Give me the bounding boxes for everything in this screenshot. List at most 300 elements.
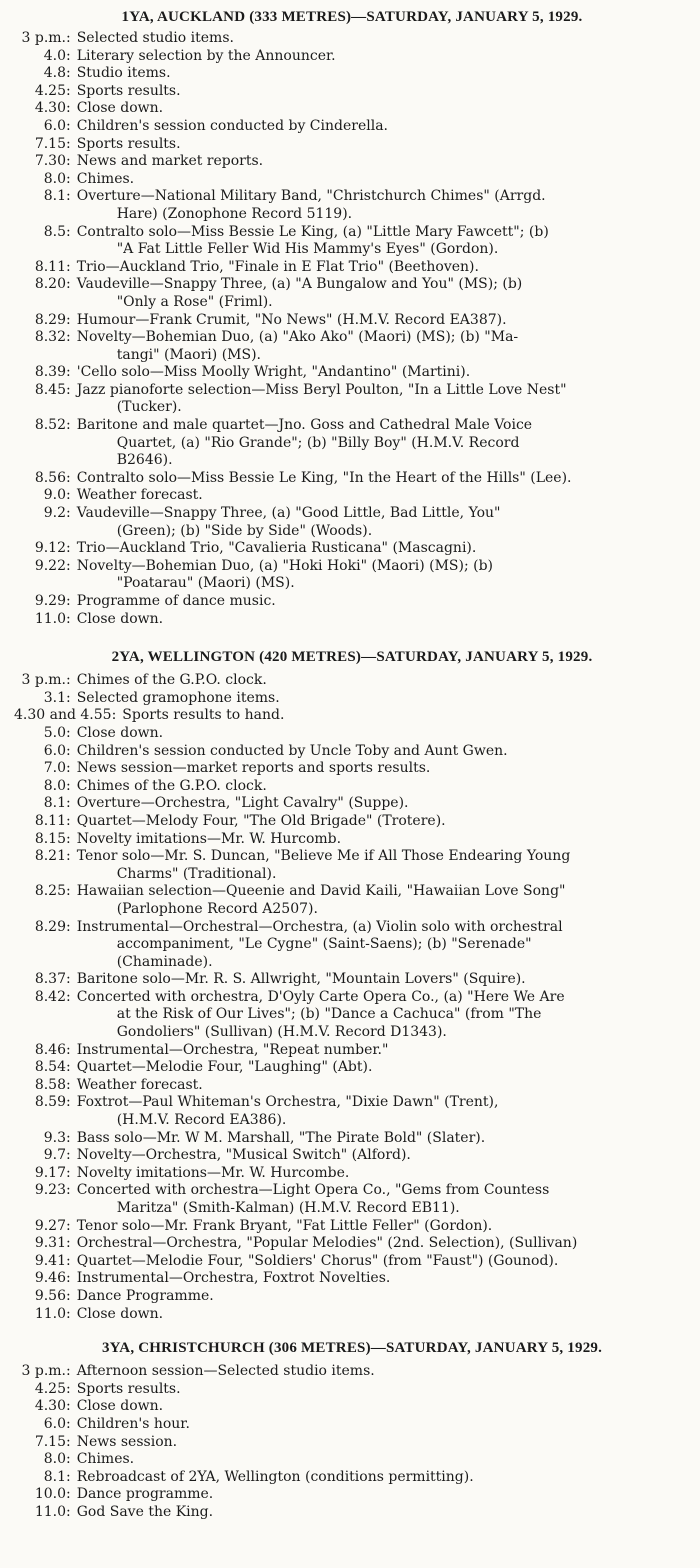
programme-entry	[14, 558, 690, 593]
entry-time: 9.2	[43, 505, 66, 522]
entry-description	[77, 690, 690, 708]
programme-entry	[14, 1504, 690, 1522]
programme-entry	[14, 136, 690, 154]
entry-text: Novelty imitations—Mr. W. Hurcombe.	[76, 1164, 350, 1181]
entry-description	[77, 1381, 690, 1399]
entry-description	[77, 919, 690, 972]
entry-text: Afternoon session—Selected studio items.	[76, 1363, 375, 1380]
entry-text: Rebroadcast of 2YA, Wellington (conditions permitting).	[76, 1468, 474, 1485]
time-separator: :	[66, 1182, 71, 1199]
time-separator: :	[66, 760, 71, 777]
entry-text: Concerted with orchestra, D'Oyly Carte Opera Co., (a) "Here We Are	[76, 988, 565, 1005]
entry-time: 9.27	[34, 1217, 66, 1234]
entry-text: Instrumental—Orchestral—Orchestra, (a) Violin solo with orchestral	[76, 918, 563, 935]
entry-description	[77, 1434, 690, 1452]
time-separator: :	[66, 777, 71, 794]
entry-time: 9.22	[34, 557, 66, 574]
entry-text: Programme of dance music.	[76, 593, 276, 609]
time-separator: :	[66, 1451, 71, 1468]
programme-entry	[14, 743, 690, 761]
entry-time: 8.59	[34, 1094, 66, 1111]
entry-text: Overture—Orchestra, "Light Cavalry" (Suppe).	[76, 795, 409, 812]
time-separator: :	[66, 1129, 71, 1146]
entry-description	[77, 1059, 690, 1077]
programme-entry	[14, 1306, 690, 1324]
entry-time: 10.0	[34, 1486, 66, 1503]
time-separator: :	[66, 505, 71, 522]
programme-entry	[14, 312, 690, 330]
programme-entry	[14, 971, 690, 989]
programme-entry	[14, 1235, 690, 1253]
programme-entry	[14, 593, 690, 611]
entry-time: 11.0	[34, 610, 66, 627]
entry-time: 8.5	[43, 223, 66, 240]
entry-text: Quartet—Melodie Four, "Soldiers' Chorus" (from "Faust") (Gounod).	[76, 1252, 559, 1269]
entry-description	[77, 848, 690, 883]
entry-time: 8.25	[34, 883, 66, 900]
time-separator: :	[66, 381, 71, 398]
programme-entry	[14, 382, 690, 417]
entry-description	[77, 382, 690, 417]
entry-description	[77, 48, 690, 66]
entry-time: 4.30	[34, 1398, 66, 1415]
entry-description	[77, 558, 690, 593]
entry-text: Quartet—Melody Four, "The Old Brigade" (Trotere).	[76, 812, 446, 829]
programme-entry	[14, 1165, 690, 1183]
time-separator: :	[66, 1147, 71, 1164]
entry-time: 8.37	[34, 971, 66, 988]
time-separator: :	[66, 540, 71, 557]
programme-entry	[14, 224, 690, 259]
entry-time: 4.30 and 4.55	[14, 707, 112, 724]
entry-time: 8.21	[34, 848, 66, 865]
entry-description	[77, 593, 690, 611]
programme-entry	[14, 1486, 690, 1504]
entry-text: Novelty—Bohemian Duo, (a) "Hoki Hoki" (Maori) (MS); (b)	[76, 557, 494, 574]
programme-entry	[14, 1451, 690, 1469]
entry-time: 9.46	[34, 1270, 66, 1287]
entry-description	[77, 1182, 690, 1217]
entry-time: 8.29	[34, 918, 66, 935]
entry-text-continued: Hare) (Zonophone Record 5119).	[116, 205, 353, 222]
entry-time: 8.1	[43, 1468, 66, 1485]
entry-text-continued: "A Fat Little Feller Wid His Mammy's Eyes" (Gordon).	[116, 241, 499, 258]
entry-text: Chimes.	[76, 1451, 135, 1468]
entry-text: Chimes of the G.P.O. clock.	[76, 672, 267, 689]
programme-entry	[14, 1059, 690, 1077]
entry-description	[77, 725, 690, 743]
time-separator: :	[66, 830, 71, 847]
entry-time: 9.17	[34, 1164, 66, 1181]
entry-time: 8.39	[34, 364, 66, 381]
time-separator: :	[66, 417, 71, 434]
entry-text-continued: Maritza" (Smith-Kalman) (H.M.V. Record EB11).	[116, 1200, 460, 1216]
entry-text: Sports results.	[76, 135, 181, 152]
entry-description	[77, 813, 690, 831]
time-separator: :	[66, 610, 71, 627]
time-separator: :	[66, 795, 71, 812]
programme-entry	[14, 1363, 690, 1381]
entry-description	[77, 1416, 690, 1434]
entry-list	[14, 1363, 690, 1521]
entry-text-continued: Quartet, (a) "Rio Grande"; (b) "Billy Boy" (H.M.V. Record	[116, 434, 520, 451]
entry-description	[77, 1504, 690, 1522]
section-1ya-auckland	[14, 6, 690, 628]
entry-description	[77, 1218, 690, 1236]
entry-time: 9.23	[34, 1182, 66, 1199]
entry-description	[77, 989, 690, 1042]
entry-time: 4.8	[43, 65, 66, 82]
entry-text: Sports results.	[76, 82, 181, 99]
time-separator: :	[66, 135, 71, 152]
entry-time: 8.56	[34, 469, 66, 486]
programme-entry	[14, 1042, 690, 1060]
entry-description	[77, 1147, 690, 1165]
entry-text: Quartet—Melodie Four, "Laughing" (Abt).	[76, 1059, 373, 1076]
entry-text-continued: "Only a Rose" (Friml).	[116, 293, 273, 310]
entry-time: 7.15	[34, 135, 66, 152]
entry-description	[77, 1077, 690, 1095]
entry-text: Studio items.	[76, 65, 171, 82]
entry-description	[77, 831, 690, 849]
entry-time: 8.45	[34, 381, 66, 398]
entry-description	[77, 259, 690, 277]
entry-text: Instrumental—Orchestra, Foxtrot Novelties.	[76, 1270, 391, 1287]
entry-time: 8.54	[34, 1059, 66, 1076]
entry-time: 8.46	[34, 1041, 66, 1058]
entry-time: 8.11	[34, 258, 66, 275]
time-separator: :	[66, 1270, 71, 1287]
entry-time: 9.12	[34, 540, 66, 557]
entry-time: 8.32	[34, 329, 66, 346]
programme-entry	[14, 725, 690, 743]
entry-text: Close down.	[76, 100, 164, 117]
time-separator: :	[66, 47, 71, 64]
entry-list	[14, 30, 690, 628]
entry-description	[77, 312, 690, 330]
entry-text: Vaudeville—Snappy Three, (a) "Good Little, Bad Little, You"	[76, 505, 501, 522]
entry-time: 8.11	[34, 812, 66, 829]
programme-entry	[14, 1288, 690, 1306]
programme-entry	[14, 989, 690, 1042]
entry-text: Baritone and male quartet—Jno. Goss and Cathedral Male Voice	[76, 417, 533, 434]
entry-text: Literary selection by the Announcer.	[76, 47, 336, 64]
entry-description	[122, 707, 690, 725]
programme-entry	[14, 848, 690, 883]
time-separator: :	[66, 918, 71, 935]
entry-time: 3 p.m.	[21, 672, 66, 689]
programme-entry	[14, 778, 690, 796]
entry-time: 6.0	[43, 1415, 66, 1432]
programme-entry	[14, 1253, 690, 1271]
time-separator: :	[66, 82, 71, 99]
entry-time: 4.0	[43, 47, 66, 64]
time-separator: :	[66, 469, 71, 486]
entry-description	[77, 883, 690, 918]
entry-text: Children's session conducted by Cinderella.	[76, 117, 388, 134]
entry-time: 8.29	[34, 311, 66, 328]
entry-time: 11.0	[34, 1305, 66, 1322]
entry-time: 9.31	[34, 1235, 66, 1252]
entry-description	[77, 224, 690, 259]
programme-entry	[14, 30, 690, 48]
entry-text: Chimes.	[76, 170, 135, 187]
entry-time: 9.3	[43, 1129, 66, 1146]
time-separator: :	[66, 1380, 71, 1397]
time-separator: :	[66, 276, 71, 293]
time-separator: :	[66, 1433, 71, 1450]
entry-description	[77, 1094, 690, 1129]
entry-description	[77, 505, 690, 540]
entry-description	[77, 364, 690, 382]
entry-text-continued: (Parlophone Record A2507).	[116, 900, 318, 917]
entry-description	[77, 1486, 690, 1504]
entry-text: Concerted with orchestra—Light Opera Co., "Gems from Countess	[76, 1182, 550, 1199]
entry-description	[77, 100, 690, 118]
entry-text: Close down.	[76, 1398, 164, 1415]
programme-entry	[14, 171, 690, 189]
entry-list	[14, 672, 690, 1323]
time-separator: :	[66, 988, 71, 1005]
time-separator: :	[66, 848, 71, 865]
entry-text: Humour—Frank Crumit, "No News" (H.M.V. Record EA387).	[76, 311, 507, 328]
time-separator: :	[66, 153, 71, 170]
entry-description	[77, 1165, 690, 1183]
time-separator: :	[66, 1363, 71, 1380]
entry-description	[77, 1363, 690, 1381]
entry-text: Hawaiian selection—Queenie and David Kaili, "Hawaiian Love Song"	[76, 883, 566, 900]
programme-entry	[14, 919, 690, 972]
programme-entry	[14, 1218, 690, 1236]
entry-time: 8.0	[43, 777, 66, 794]
entry-description	[77, 136, 690, 154]
time-separator: :	[66, 1503, 71, 1520]
time-separator: :	[66, 117, 71, 134]
entry-text: Close down.	[76, 1305, 164, 1322]
entry-time: 8.42	[34, 988, 66, 1005]
programme-entry	[14, 1182, 690, 1217]
entry-time: 9.41	[34, 1252, 66, 1269]
programme-entry	[14, 505, 690, 540]
programme-entry	[14, 795, 690, 813]
time-separator: :	[66, 883, 71, 900]
time-separator: :	[66, 65, 71, 82]
entry-text: News session.	[76, 1433, 178, 1450]
programme-entry	[14, 672, 690, 690]
time-separator: :	[66, 258, 71, 275]
time-separator: :	[66, 812, 71, 829]
entry-text-continued: B2646).	[116, 452, 173, 469]
programme-entry	[14, 831, 690, 849]
entry-text-continued: Charms" (Traditional).	[116, 865, 277, 882]
entry-description	[77, 672, 690, 690]
programme-entry	[14, 883, 690, 918]
entry-time: 5.0	[43, 724, 66, 741]
entry-text: Children's session conducted by Uncle Toby and Aunt Gwen.	[76, 742, 508, 759]
entry-time: 7.15	[34, 1433, 66, 1450]
entry-text: Dance programme.	[76, 1486, 214, 1503]
entry-description	[77, 417, 690, 470]
programme-entry	[14, 83, 690, 101]
entry-time: 8.0	[43, 1451, 66, 1468]
time-separator: :	[66, 1252, 71, 1269]
entry-text: Tenor solo—Mr. Frank Bryant, "Fat Little Feller" (Gordon).	[76, 1217, 493, 1234]
time-separator: :	[66, 1164, 71, 1181]
entry-text: Trio—Auckland Trio, "Cavalieria Rusticana" (Mascagni).	[76, 540, 477, 557]
entry-text-continued: tangi" (Maori) (MS).	[116, 346, 261, 363]
time-separator: :	[66, 1059, 71, 1076]
time-separator: :	[66, 1287, 71, 1304]
entry-time: 6.0	[43, 742, 66, 759]
entry-description	[77, 778, 690, 796]
programme-entry	[14, 48, 690, 66]
entry-description	[77, 1235, 690, 1253]
entry-text: Sports results.	[76, 1380, 181, 1397]
programme-entry	[14, 188, 690, 223]
time-separator: :	[66, 1076, 71, 1093]
entry-text: Close down.	[76, 724, 164, 741]
time-separator: :	[66, 593, 71, 609]
section-heading: 3YA, CHRISTCHURCH (306 METRES)—SATURDAY, JANUARY 5, 1929.	[101, 1340, 603, 1357]
time-separator: :	[66, 329, 71, 346]
programme-entry	[14, 1077, 690, 1095]
entry-text-continued: Gondoliers" (Sullivan) (H.M.V. Record D1343).	[116, 1024, 447, 1041]
entry-description	[77, 971, 690, 989]
time-separator: :	[66, 1415, 71, 1432]
entry-text: Children's hour.	[76, 1415, 190, 1432]
entry-description	[77, 760, 690, 778]
time-separator: :	[66, 1468, 71, 1485]
time-separator: :	[66, 1217, 71, 1234]
programme-entry	[14, 364, 690, 382]
programme-entry	[14, 417, 690, 470]
entry-time: 9.56	[34, 1287, 66, 1304]
entry-text: Novelty—Bohemian Duo, (a) "Ako Ako" (Maori) (MS); (b) "Ma-	[76, 329, 519, 346]
programme-entry	[14, 470, 690, 488]
time-separator: :	[66, 971, 71, 988]
entry-description	[77, 1451, 690, 1469]
entry-description	[77, 276, 690, 311]
section-2ya-wellington	[14, 646, 690, 1323]
entry-text: Contralto solo—Miss Bessie Le King, (a) "Little Mary Fawcett"; (b)	[76, 223, 549, 240]
time-separator: :	[66, 1094, 71, 1111]
programme-entry	[14, 1434, 690, 1452]
entry-text: Jazz pianoforte selection—Miss Beryl Poulton, "In a Little Love Nest"	[76, 381, 567, 398]
entry-text: Novelty imitations—Mr. W. Hurcomb.	[76, 830, 342, 847]
entry-text: Baritone solo—Mr. R. S. Allwright, "Mountain Lovers" (Squire).	[76, 971, 526, 988]
entry-text-continued: (Tucker).	[116, 399, 182, 416]
entry-text-continued: accompaniment, "Le Cygne" (Saint-Saens); (b) "Serenade"	[116, 936, 532, 953]
entry-time: 8.0	[43, 170, 66, 187]
entry-text-continued: (Chaminade).	[116, 953, 213, 970]
programme-entry	[14, 487, 690, 505]
entry-time: 9.29	[34, 593, 66, 609]
entry-text: Orchestral—Orchestra, "Popular Melodies" (2nd. Selection), (Sullivan)	[76, 1235, 578, 1252]
entry-text: 'Cello solo—Miss Moolly Wright, "Andantino" (Martini).	[76, 364, 471, 381]
entry-time: 6.0	[43, 117, 66, 134]
programme-entry	[14, 1381, 690, 1399]
entry-time: 4.25	[34, 82, 66, 99]
entry-time: 8.1	[43, 188, 66, 205]
time-separator: :	[66, 1398, 71, 1415]
entry-description	[77, 65, 690, 83]
entry-text: Chimes of the G.P.O. clock.	[76, 777, 267, 794]
time-separator: :	[66, 1041, 71, 1058]
entry-text: Selected studio items.	[76, 30, 234, 46]
time-separator: :	[66, 223, 71, 240]
entry-text: Dance Programme.	[76, 1287, 214, 1304]
entry-text: Tenor solo—Mr. S. Duncan, "Believe Me if All Those Endearing Young	[76, 848, 571, 865]
entry-description	[77, 1042, 690, 1060]
entry-description	[77, 1130, 690, 1148]
entry-description	[77, 188, 690, 223]
entry-text: Close down.	[76, 610, 164, 627]
time-separator: :	[66, 188, 71, 205]
entry-description	[77, 171, 690, 189]
entry-text: Trio—Auckland Trio, "Finale in E Flat Trio" (Beethoven).	[76, 258, 479, 275]
section-heading: 2YA, WELLINGTON (420 METRES)—SATURDAY, JANUARY 5, 1929.	[111, 649, 593, 666]
entry-text: News and market reports.	[76, 153, 264, 170]
entry-text: Overture—National Military Band, "Christchurch Chimes" (Arrgd.	[76, 188, 546, 205]
entry-description	[77, 1288, 690, 1306]
programme-entry	[14, 1147, 690, 1165]
programme-entry	[14, 153, 690, 171]
programme-entry	[14, 813, 690, 831]
entry-description	[77, 470, 690, 488]
entry-description	[77, 1469, 690, 1487]
entry-text: Vaudeville—Snappy Three, (a) "A Bungalow and You" (MS); (b)	[76, 276, 523, 293]
entry-time: 9.0	[43, 487, 66, 504]
programme-entry	[14, 1130, 690, 1148]
entry-text: News session—market reports and sports results.	[76, 760, 431, 777]
programme-entry	[14, 690, 690, 708]
entry-description	[77, 83, 690, 101]
entry-text: Novelty—Orchestra, "Musical Switch" (Alford).	[76, 1147, 411, 1164]
time-separator: :	[66, 30, 71, 46]
entry-description	[77, 1253, 690, 1271]
programme-entry	[14, 1270, 690, 1288]
time-separator: :	[111, 707, 117, 724]
entry-text-continued: (Green); (b) "Side by Side" (Woods).	[116, 522, 373, 539]
entry-text-continued: at the Risk of Our Lives"; (b) "Dance a Cachuca" (from "The	[116, 1006, 542, 1023]
entry-time: 8.15	[34, 830, 66, 847]
entry-text-continued: (H.M.V. Record EA386).	[116, 1112, 287, 1129]
programme-entry	[14, 329, 690, 364]
time-separator: :	[66, 689, 71, 706]
entry-text-continued: "Poatarau" (Maori) (MS).	[116, 575, 295, 592]
time-separator: :	[66, 364, 71, 381]
entry-description	[77, 1398, 690, 1416]
entry-text: Foxtrot—Paul Whiteman's Orchestra, "Dixie Dawn" (Trent),	[76, 1094, 499, 1111]
entry-text: Weather forecast.	[76, 487, 203, 504]
time-separator: :	[66, 1305, 71, 1322]
entry-time: 7.30	[34, 153, 66, 170]
entry-text: God Save the King.	[76, 1503, 214, 1520]
entry-time: 8.52	[34, 417, 66, 434]
entry-description	[77, 30, 690, 48]
entry-text: Sports results to hand.	[122, 707, 285, 724]
entry-time: 8.1	[43, 795, 66, 812]
entry-description	[77, 611, 690, 629]
entry-description	[77, 153, 690, 171]
section-heading: 1YA, AUCKLAND (333 METRES)—SATURDAY, JANUARY 5, 1929.	[121, 9, 583, 25]
programme-entry	[14, 760, 690, 778]
entry-description	[77, 487, 690, 505]
entry-description	[77, 743, 690, 761]
entry-description	[77, 118, 690, 136]
time-separator: :	[66, 557, 71, 574]
programme-entry	[14, 1469, 690, 1487]
